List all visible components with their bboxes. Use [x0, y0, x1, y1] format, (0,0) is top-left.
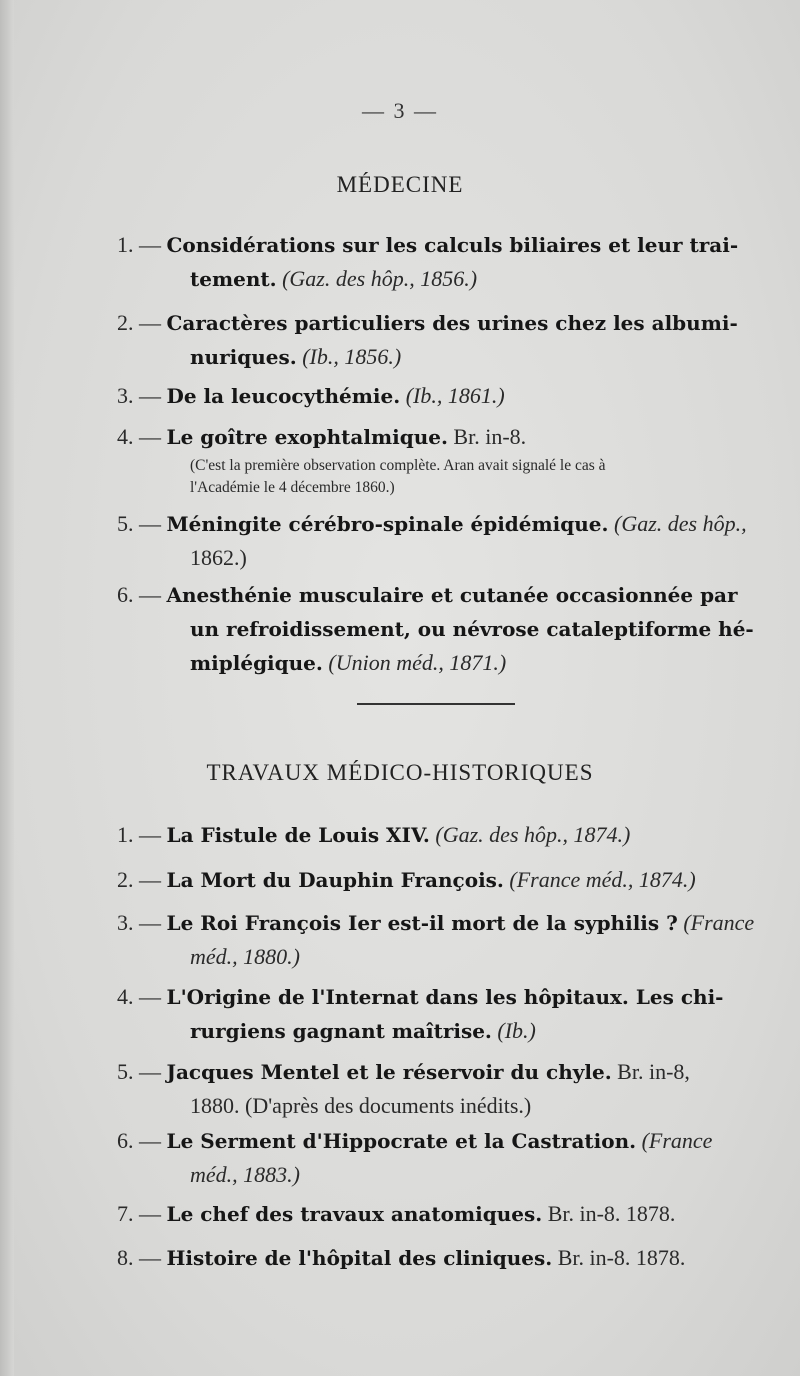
- entry-citation: (Ib., 1856.): [302, 344, 402, 369]
- list-item: 5. — Jacques Mentel et le réservoir du chyle. Br. in-8, 1880. (D'après des documents inédits.): [117, 1059, 690, 1118]
- entry-citation: Br. in-8.: [453, 424, 527, 449]
- list-item: 6. — Le Serment d'Hippocrate et la Castration. (France méd., 1883.): [117, 1128, 713, 1187]
- list-item: 3. — Le Roi François Ier est-il mort de la syphilis ? (France méd., 1880.): [117, 910, 755, 969]
- list-item: 1. — Considérations sur les calculs biliaires et leur trai- tement. (Gaz. des hôp., 1856.): [117, 232, 739, 291]
- section-divider: [357, 703, 515, 705]
- entry-title: Le Roi François Ier est-il mort de la syphilis ?: [166, 911, 678, 935]
- entry-citation: (Gaz. des hôp., 1856.): [282, 266, 478, 291]
- entry-note: (C'est la première observation complète. Aran avait signalé le cas à l'Académie le 4 décembre 1860.): [190, 457, 606, 496]
- entry-title: Jacques Mentel et le réservoir du chyle.: [166, 1060, 612, 1084]
- entry-title: L'Origine de l'Internat dans les hôpitaux. Les chi-: [166, 985, 724, 1009]
- entry-citation: (France méd., 1874.): [509, 867, 696, 892]
- entry-citation: (Ib.): [497, 1018, 536, 1043]
- list-item: 6. — Anesthénie musculaire et cutanée occasionnée par un refroidissement, ou névrose cataleptiforme hé- miplégique. (Union méd., 1871.): [117, 582, 754, 675]
- list-item: 2. — Caractères particuliers des urines chez les albumi- nuriques. (Ib., 1856.): [117, 310, 738, 369]
- list-item: 1. — La Fistule de Louis XIV. (Gaz. des hôp., 1874.): [117, 822, 631, 847]
- entry-citation: Br. in-8. 1878.: [557, 1245, 686, 1270]
- page-number: — 3 —: [362, 98, 438, 123]
- entry-citation: Br. in-8. 1878.: [547, 1201, 676, 1226]
- entry-title: La Fistule de Louis XIV.: [166, 823, 430, 847]
- entry-citation: (France: [683, 910, 755, 935]
- list-item: 3. — De la leucocythémie. (Ib., 1861.): [117, 383, 505, 408]
- section-heading-medecine: MÉDECINE: [336, 172, 464, 197]
- list-item: 4. — L'Origine de l'Internat dans les hôpitaux. Les chi- rurgiens gagnant maîtrise. (Ib.): [117, 984, 724, 1043]
- list-item: 5. — Méningite cérébro-spinale épidémique. (Gaz. des hôp., 1862.): [117, 511, 747, 570]
- list-item: 4. — Le goître exophtalmique. Br. in-8.: [117, 424, 527, 449]
- entry-title: Caractères particuliers des urines chez les albumi-: [166, 311, 738, 335]
- entry-title: Le Serment d'Hippocrate et la Castration.: [166, 1129, 637, 1153]
- entry-citation: (Gaz. des hôp., 1874.): [435, 822, 631, 847]
- list-item: 8. — Histoire de l'hôpital des cliniques. Br. in-8. 1878.: [117, 1245, 686, 1270]
- entry-title: De la leucocythémie.: [166, 384, 401, 408]
- entry-title: Le goître exophtalmique.: [166, 425, 448, 449]
- list-item: 7. — Le chef des travaux anatomiques. Br. in-8. 1878.: [117, 1201, 676, 1226]
- entry-title: Considérations sur les calculs biliaires et leur trai-: [166, 233, 739, 257]
- entry-citation: (Ib., 1861.): [405, 383, 505, 408]
- entry-citation: (France: [641, 1128, 713, 1153]
- entry-citation: (Gaz. des hôp.,: [614, 511, 747, 536]
- entry-citation: Br. in-8,: [617, 1059, 690, 1084]
- entry-title: Méningite cérébro-spinale épidémique.: [166, 512, 609, 536]
- entry-title: La Mort du Dauphin François.: [166, 868, 504, 892]
- entry-citation: (Union méd., 1871.): [328, 650, 507, 675]
- entry-title: Histoire de l'hôpital des cliniques.: [166, 1246, 553, 1270]
- list-item: 2. — La Mort du Dauphin François. (France méd., 1874.): [117, 867, 696, 892]
- section-heading-historiques: TRAVAUX MÉDICO-HISTORIQUES: [206, 760, 594, 785]
- page-binding-edge: [0, 0, 14, 1376]
- entry-title: Le chef des travaux anatomiques.: [166, 1202, 543, 1226]
- entry-title: Anesthénie musculaire et cutanée occasionnée par: [166, 583, 738, 607]
